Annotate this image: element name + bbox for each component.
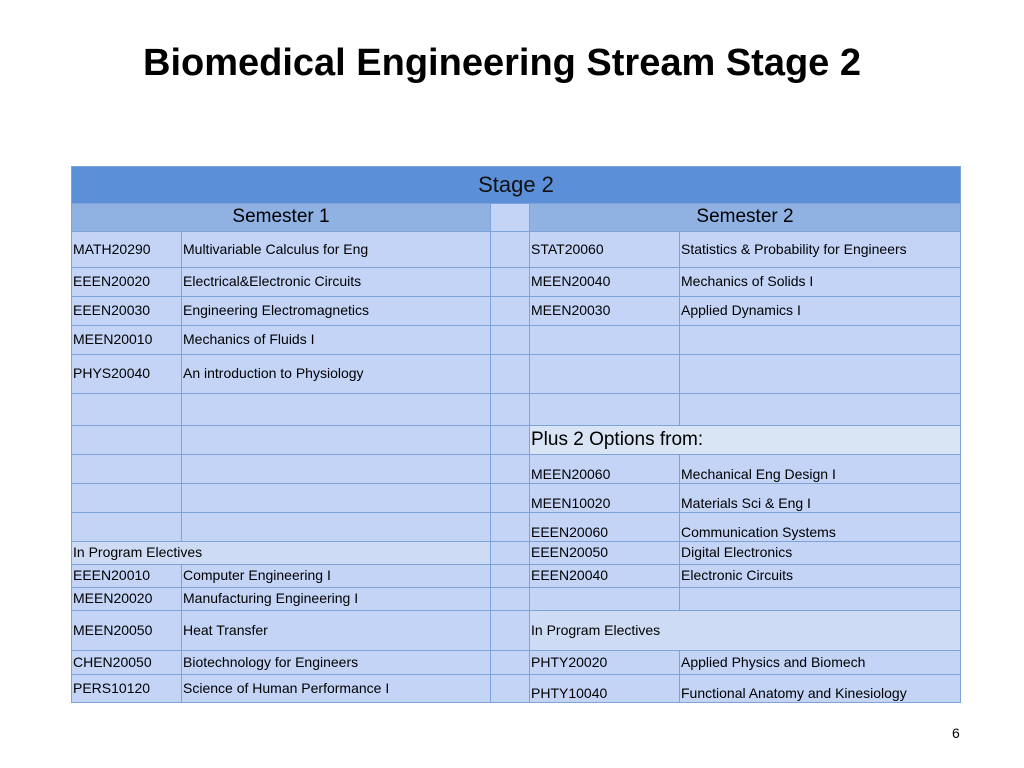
s1-code-cell (72, 484, 182, 513)
s1-name-cell (182, 484, 491, 513)
spacer-cell (491, 355, 530, 394)
stage-2-table (71, 166, 961, 703)
semester-2-header: Semester 2 (530, 204, 961, 232)
table-row (72, 455, 961, 484)
s1-code-cell: EEEN20030 (72, 297, 182, 326)
s2-name-cell: Applied Dynamics I (680, 297, 961, 326)
s2-code-cell (530, 355, 680, 394)
s1-name-cell: Electrical&Electronic Circuits (182, 268, 491, 297)
s1-code-cell (72, 394, 182, 426)
s1-code-cell (72, 513, 182, 542)
spacer-cell (491, 675, 530, 703)
s1-code-cell: MEEN20010 (72, 326, 182, 355)
s1-code-cell: EEEN20010 (72, 565, 182, 588)
table-row (72, 651, 961, 675)
table-row (72, 232, 961, 268)
stage-header-row (72, 167, 961, 204)
s2-code-cell: MEEN20040 (530, 268, 680, 297)
stage-header: Stage 2 (72, 167, 961, 204)
s1-name-cell: Multivariable Calculus for Eng (182, 232, 491, 268)
options-label: Plus 2 Options from: (530, 426, 961, 455)
s2-name-cell: Statistics & Probability for Engineers (680, 232, 961, 268)
s2-code-cell (530, 394, 680, 426)
table-row (72, 484, 961, 513)
s2-name-cell: Digital Electronics (680, 542, 961, 565)
s2-code-cell: MEEN20060 (530, 455, 680, 484)
spacer-cell (491, 268, 530, 297)
table-row (72, 426, 961, 455)
s1-code-cell: EEEN20020 (72, 268, 182, 297)
table-row (72, 611, 961, 651)
s1-name-cell: Engineering Electromagnetics (182, 297, 491, 326)
s1-code-cell (72, 455, 182, 484)
spacer-cell (491, 542, 530, 565)
semester-1-header: Semester 1 (72, 204, 491, 232)
spacer-cell (491, 297, 530, 326)
s1-name-cell (182, 513, 491, 542)
s2-name-cell (680, 326, 961, 355)
slide-title: Biomedical Engineering Stream Stage 2 (143, 42, 861, 84)
spacer-cell (491, 588, 530, 611)
s1-code-cell: MATH20290 (72, 232, 182, 268)
spacer-cell (491, 455, 530, 484)
table-row (72, 268, 961, 297)
s2-in-program-electives-label: In Program Electives (530, 611, 961, 651)
table-row (72, 675, 961, 703)
s2-name-cell (680, 355, 961, 394)
in-program-electives-label: In Program Electives (72, 542, 491, 565)
s1-name-cell (182, 394, 491, 426)
s1-code-cell (72, 426, 182, 455)
s2-name-cell: Mechanical Eng Design I (680, 455, 961, 484)
s2-code-cell (530, 588, 680, 611)
s2-name-cell: Electronic Circuits (680, 565, 961, 588)
s2-name-cell: Materials Sci & Eng I (680, 484, 961, 513)
s1-name-cell: Computer Engineering I (182, 565, 491, 588)
table-row (72, 513, 961, 542)
s1-name-cell: Manufacturing Engineering I (182, 588, 491, 611)
s2-code-cell: PHTY10040 (530, 675, 680, 703)
s1-name-cell: Heat Transfer (182, 611, 491, 651)
spacer-cell (491, 651, 530, 675)
table-row (72, 355, 961, 394)
spacer-cell (491, 513, 530, 542)
spacer-cell (491, 204, 530, 232)
s2-code-cell: PHTY20020 (530, 651, 680, 675)
s1-code-cell: MEEN20020 (72, 588, 182, 611)
s1-code-cell: CHEN20050 (72, 651, 182, 675)
s1-name-cell (182, 455, 491, 484)
semester-header-row (72, 204, 961, 232)
spacer-cell (491, 565, 530, 588)
s2-name-cell: Applied Physics and Biomech (680, 651, 961, 675)
s2-code-cell: EEEN20040 (530, 565, 680, 588)
s1-code-cell: PHYS20040 (72, 355, 182, 394)
s2-name-cell: Communication Systems (680, 513, 961, 542)
s2-code-cell: MEEN20030 (530, 297, 680, 326)
s1-code-cell: PERS10120 (72, 675, 182, 703)
s2-code-cell: EEEN20050 (530, 542, 680, 565)
s2-name-cell (680, 394, 961, 426)
s1-name-cell: Biotechnology for Engineers (182, 651, 491, 675)
table-row (72, 326, 961, 355)
s2-code-cell: MEEN10020 (530, 484, 680, 513)
table-row (72, 565, 961, 588)
spacer-cell (491, 426, 530, 455)
spacer-cell (491, 232, 530, 268)
table-row (72, 394, 961, 426)
table-row (72, 297, 961, 326)
s1-code-cell: MEEN20050 (72, 611, 182, 651)
spacer-cell (491, 326, 530, 355)
s2-code-cell (530, 326, 680, 355)
s2-name-cell: Mechanics of Solids I (680, 268, 961, 297)
table-row (72, 542, 961, 565)
s1-name-cell: Science of Human Performance I (182, 675, 491, 703)
s2-name-cell (680, 588, 961, 611)
s1-name-cell (182, 426, 491, 455)
s2-code-cell: STAT20060 (530, 232, 680, 268)
s1-name-cell: An introduction to Physiology (182, 355, 491, 394)
table-row (72, 588, 961, 611)
page-number: 6 (952, 725, 960, 741)
spacer-cell (491, 484, 530, 513)
s1-name-cell: Mechanics of Fluids I (182, 326, 491, 355)
s2-name-cell: Functional Anatomy and Kinesiology (680, 675, 961, 703)
spacer-cell (491, 394, 530, 426)
s2-code-cell: EEEN20060 (530, 513, 680, 542)
spacer-cell (491, 611, 530, 651)
